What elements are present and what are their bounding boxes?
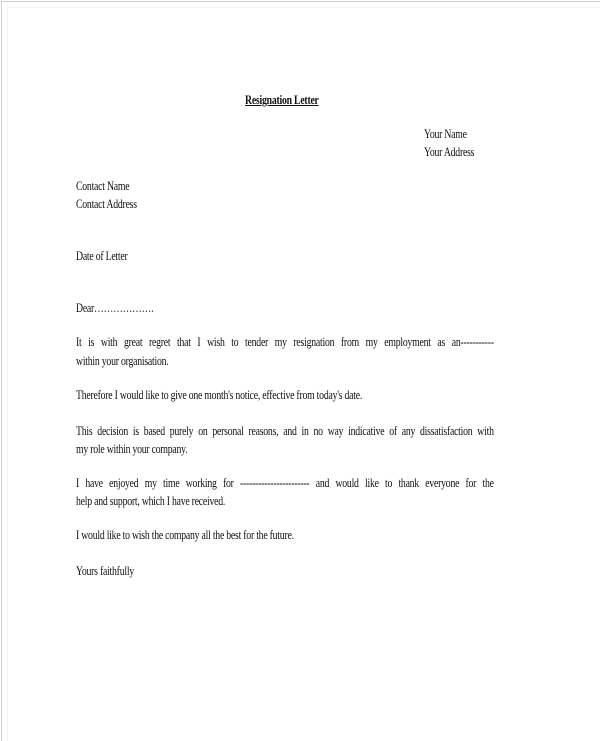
- salutation: Dear……………….: [76, 300, 154, 315]
- paragraph-3-line-1: This decision is based purely on personal reasons, and in no way indicative of any dissatisfaction with: [76, 423, 494, 438]
- paragraph-3-line-2: my role within your company.: [76, 441, 188, 456]
- paragraph-1-line-2: within your organisation.: [76, 353, 169, 368]
- paragraph-2-line-1: Therefore I would like to give one month's notice, effective from today's date.: [76, 387, 363, 402]
- closing: Yours faithfully: [76, 563, 134, 578]
- recipient-address: Contact Address: [76, 196, 137, 211]
- letter-date: Date of Letter: [76, 248, 128, 263]
- letter-title: Resignation Letter: [245, 92, 319, 107]
- paragraph-4-line-1: I have enjoyed my time working for ----------------------- and would like to thank everyone for the: [76, 475, 494, 490]
- page-inner-border: [7, 7, 600, 741]
- sender-address: Your Address: [424, 144, 475, 159]
- sender-name: Your Name: [424, 126, 467, 141]
- paragraph-4-line-2: help and support, which I have received.: [76, 493, 226, 508]
- paragraph-5-line-1: I would like to wish the company all the best for the future.: [76, 527, 294, 542]
- recipient-name: Contact Name: [76, 178, 130, 193]
- document-page: [1, 1, 600, 741]
- paragraph-1-line-1: It is with great regret that I wish to tender my resignation from my employment as an-----------: [76, 334, 494, 349]
